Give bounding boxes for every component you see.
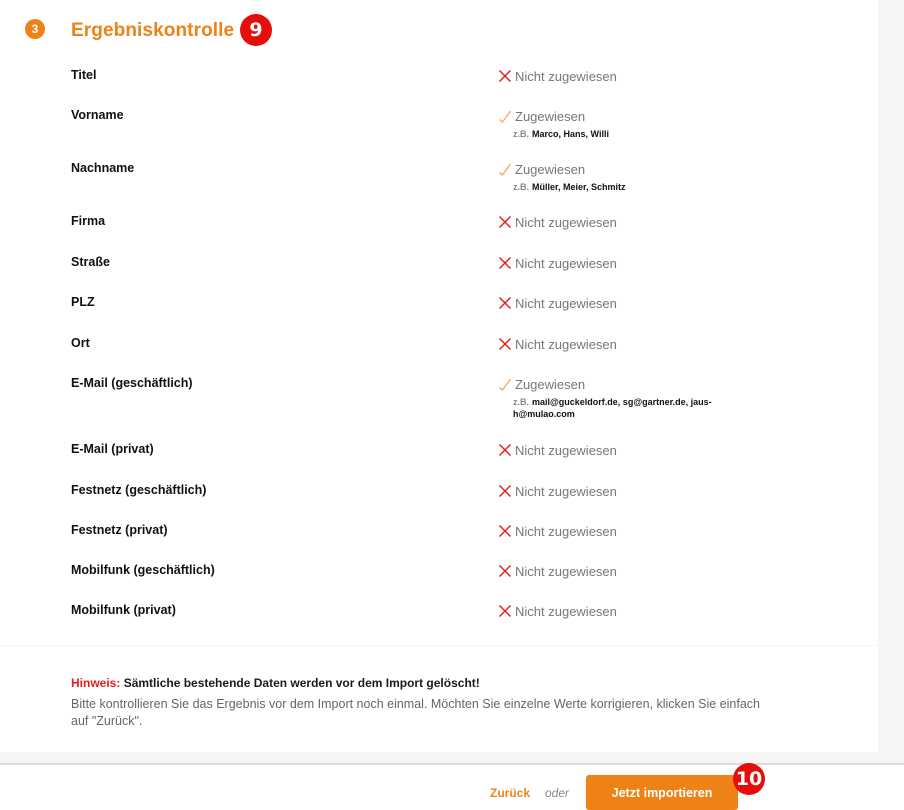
check-icon (498, 377, 512, 391)
field-label: Mobilfunk (geschäftlich) (71, 563, 215, 577)
field-label: PLZ (71, 295, 95, 309)
field-status (498, 483, 617, 499)
field-status (498, 214, 617, 230)
status-text: Zugewiesen (515, 376, 586, 392)
hint-box (0, 646, 878, 752)
example-prefix: z.B. (513, 129, 530, 139)
or-separator: oder (545, 786, 570, 800)
hint-label: Hinweis: (71, 676, 121, 690)
annotation-marker-9: 9 (240, 14, 272, 46)
example-values: Müller, Meier, Schmitz (532, 182, 626, 192)
cross-icon (498, 337, 512, 351)
field-status (498, 68, 617, 84)
field-example (513, 396, 728, 420)
step-number-badge: 3 (25, 19, 45, 39)
field-status (498, 161, 585, 177)
field-label: Mobilfunk (privat) (71, 603, 176, 617)
field-label: E-Mail (geschäftlich) (71, 376, 193, 390)
field-example (513, 128, 728, 140)
import-now-button[interactable]: Jetzt importieren (586, 775, 738, 810)
cross-icon (498, 564, 512, 578)
cross-icon (498, 215, 512, 229)
field-status (498, 523, 617, 539)
field-label: Titel (71, 68, 97, 82)
annotation-marker-10: 10 (733, 763, 765, 795)
field-label: Ort (71, 336, 90, 350)
status-text: Nicht zugewiesen (515, 214, 617, 230)
status-text: Zugewiesen (515, 161, 586, 177)
field-label: E-Mail (privat) (71, 442, 154, 456)
hint-title-text: Sämtliche bestehende Daten werden vor dem Import gelöscht! (123, 676, 480, 690)
cross-icon (498, 256, 512, 270)
back-link[interactable]: Zurück (490, 786, 531, 800)
hint-title (71, 676, 480, 690)
status-text: Nicht zugewiesen (515, 563, 617, 579)
example-prefix: z.B. (513, 397, 530, 407)
example-prefix: z.B. (513, 182, 530, 192)
status-text: Nicht zugewiesen (515, 483, 617, 499)
field-status (498, 108, 585, 124)
status-text: Nicht zugewiesen (515, 255, 617, 271)
status-text: Nicht zugewiesen (515, 336, 617, 352)
example-values: Marco, Hans, Willi (532, 129, 609, 139)
hint-body: Bitte kontrollieren Sie das Ergebnis vor dem Import noch einmal. Möchten Sie einzelne Werte korrigieren, klicken Sie einfach auf "Zurück". (71, 697, 760, 728)
cross-icon (498, 524, 512, 538)
field-label: Festnetz (geschäftlich) (71, 483, 207, 497)
action-footer (0, 763, 904, 810)
cross-icon (498, 443, 512, 457)
cross-icon (498, 604, 512, 618)
field-status (498, 376, 585, 392)
check-icon (498, 162, 512, 176)
field-status (498, 563, 617, 579)
field-example (513, 181, 728, 193)
cross-icon (498, 484, 512, 498)
field-label: Straße (71, 255, 110, 269)
status-text: Nicht zugewiesen (515, 442, 617, 458)
field-status (498, 295, 617, 311)
status-text: Nicht zugewiesen (515, 523, 617, 539)
status-text: Zugewiesen (515, 108, 586, 124)
field-status (498, 442, 617, 458)
cross-icon (498, 296, 512, 310)
field-label: Firma (71, 214, 106, 228)
field-status (498, 603, 617, 619)
cross-icon (498, 69, 512, 83)
section-title: Ergebniskontrolle (71, 20, 235, 41)
field-label: Vorname (71, 108, 124, 122)
status-text: Nicht zugewiesen (515, 68, 617, 84)
field-status (498, 336, 617, 352)
example-values: mail@guckeldorf.de, sg@gartner.de, jaus-h@mulao.com (513, 397, 712, 419)
field-status (498, 255, 617, 271)
status-text: Nicht zugewiesen (515, 295, 617, 311)
field-label: Festnetz (privat) (71, 523, 168, 537)
field-label: Nachname (71, 161, 135, 175)
check-icon (498, 109, 512, 123)
status-text: Nicht zugewiesen (515, 603, 617, 619)
